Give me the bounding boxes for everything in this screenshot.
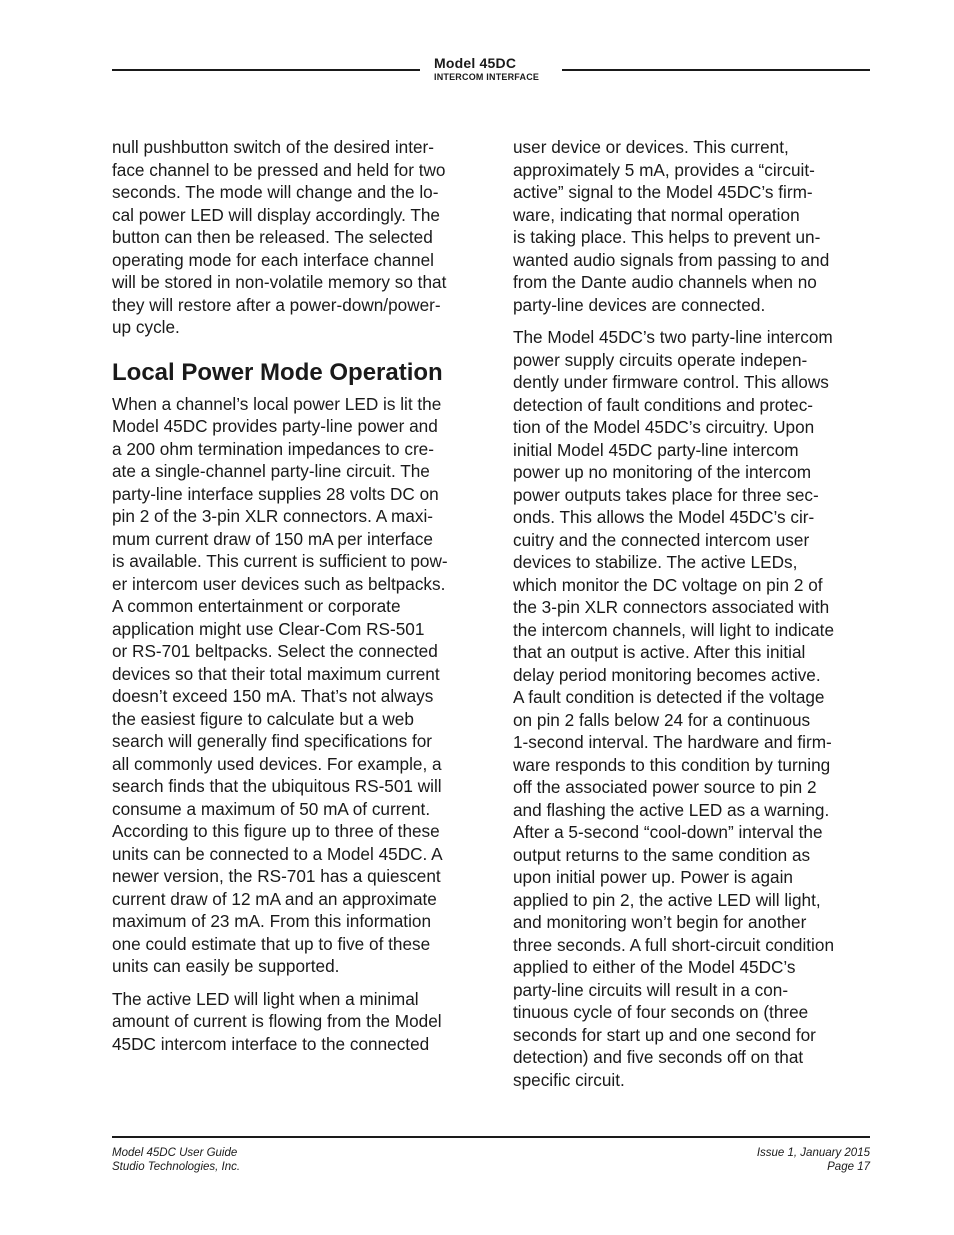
text-line: the easiest figure to calculate but a web — [112, 708, 414, 729]
text-line: approximately 5 mA, provides a “circuit- — [513, 159, 815, 180]
text-line: seconds. The mode will change and the lo- — [112, 182, 439, 202]
text-line: delay period monitoring becomes active. — [513, 664, 821, 685]
text-line: party-line interface supplies 28 volts DC on — [112, 483, 439, 504]
text-line: from the Dante audio channels when no — [513, 272, 817, 292]
text-line: detection of fault conditions and protec- — [513, 394, 814, 415]
text-line: active” signal to the Model 45DC’s firm- — [513, 182, 813, 202]
text-line: output returns to the same condition as — [513, 844, 811, 865]
text-line: 1-second interval. The hardware and firm- — [513, 732, 832, 752]
text-line: devices to stabilize. The active LEDs, — [513, 552, 798, 572]
text-line: cuitry and the connected intercom user — [513, 529, 810, 550]
text-line: will be stored in non-volatile memory so that — [112, 272, 447, 292]
text-line: After a 5-second “cool-down” interval the — [513, 822, 823, 842]
text-line: current draw of 12 mA and an approximate — [112, 888, 437, 909]
text-line: power supply circuits operate indepen- — [513, 349, 808, 370]
text-line: a 200 ohm termination impedances to cre- — [112, 438, 434, 459]
text-line: power outputs takes place for three sec- — [513, 484, 819, 505]
text-line: ware, indicating that normal operation — [513, 204, 800, 225]
text-line: A fault condition is detected if the voltage — [513, 687, 825, 707]
text-line: applied to either of the Model 45DC’s — [513, 957, 796, 977]
text-line: pin 2 of the 3-pin XLR connectors. A maxi- — [112, 506, 434, 526]
text-line: button can then be released. The selected — [112, 227, 433, 247]
text-line: cal power LED will display accordingly. The — [112, 204, 440, 225]
left-paragraph-3 — [112, 988, 484, 1056]
text-line: operating mode for each interface channel — [112, 249, 434, 270]
text-line: null pushbutton switch of the desired inter- — [112, 137, 434, 157]
footer-rule — [112, 1136, 870, 1138]
text-line: detection) and five seconds off on that — [513, 1047, 804, 1067]
right-paragraph-1 — [513, 136, 873, 316]
text-line: specific circuit. — [513, 1069, 625, 1090]
text-line: all commonly used devices. For example, a — [112, 753, 442, 774]
text-line: seconds for start up and one second for — [513, 1024, 816, 1045]
text-line: mum current draw of 150 mA per interface — [112, 528, 433, 549]
text-line: 45DC intercom interface to the connected — [112, 1033, 430, 1054]
text-line: search will generally find specifications for — [112, 731, 433, 751]
text-line: party-line circuits will result in a con- — [513, 979, 789, 1000]
text-line: is taking place. This helps to prevent un- — [513, 227, 821, 247]
header-rule-left — [112, 69, 420, 71]
text-line: er intercom user devices such as beltpacks. — [112, 573, 446, 594]
text-line: they will restore after a power-down/power- — [112, 294, 441, 315]
text-line: power up no monitoring of the intercom — [513, 462, 812, 482]
text-line: the intercom channels, will light to indicate — [513, 619, 834, 640]
text-line: The Model 45DC’s two party-line intercom — [513, 327, 833, 347]
section-heading: Local Power Mode Operation — [112, 358, 443, 386]
header-subtitle: INTERCOM INTERFACE — [434, 72, 540, 82]
text-line: onds. This allows the Model 45DC’s cir- — [513, 507, 815, 527]
text-line: one could estimate that up to five of these — [112, 933, 431, 954]
text-line: consume a maximum of 50 mA of current. — [112, 798, 431, 819]
footer-document-title: Model 45DC User Guide — [112, 1147, 238, 1159]
text-line: that an output is active. After this initial — [513, 642, 806, 662]
text-line: on pin 2 falls below 24 for a continuous — [513, 709, 811, 730]
text-line: units can easily be supported. — [112, 956, 340, 976]
text-line: applied to pin 2, the active LED will light, — [513, 889, 821, 910]
footer-right — [757, 1146, 870, 1174]
text-line: face channel to be pressed and held for two — [112, 159, 446, 180]
text-line: and monitoring won’t begin for another — [513, 912, 807, 932]
footer-issue: Issue 1, January 2015 — [756, 1147, 870, 1159]
text-line: application might use Clear-Com RS-501 — [112, 618, 425, 639]
text-line: tion of the Model 45DC’s circuitry. Upon — [513, 417, 815, 437]
text-line: which monitor the DC voltage on pin 2 of — [513, 574, 823, 595]
footer-page-number: Page 17 — [827, 1161, 870, 1173]
left-paragraph-2 — [112, 393, 484, 978]
footer-company: Studio Technologies, Inc. — [112, 1161, 241, 1173]
text-line: The active LED will light when a minimal — [112, 988, 419, 1009]
text-line: Model 45DC provides party-line power and — [112, 416, 438, 436]
right-paragraph-2 — [513, 326, 873, 1091]
left-paragraph-1 — [112, 136, 484, 339]
text-line: initial Model 45DC party-line intercom — [513, 439, 799, 460]
text-line: upon initial power up. Power is again — [513, 867, 793, 887]
text-line: ware responds to this condition by turning — [513, 754, 831, 775]
text-line: A common entertainment or corporate — [112, 596, 401, 616]
text-line: newer version, the RS-701 has a quiescent — [112, 866, 441, 886]
text-line: wanted audio signals from passing to and — [513, 249, 830, 270]
text-line: up cycle. — [112, 317, 180, 337]
text-line: and flashing the active LED as a warning. — [513, 799, 830, 820]
right-column — [513, 136, 873, 1091]
text-line: tinuous cycle of four seconds on (three — [513, 1002, 809, 1022]
text-line: user device or devices. This current, — [513, 137, 789, 157]
text-line: search finds that the ubiquitous RS-501 will — [112, 776, 442, 796]
text-line: the 3-pin XLR connectors associated with — [513, 597, 830, 617]
text-line: According to this figure up to three of these — [112, 821, 440, 841]
text-line: party-line devices are connected. — [513, 294, 766, 315]
text-line: devices so that their total maximum current — [112, 663, 440, 684]
text-line: doesn’t exceed 150 mA. That’s not always — [112, 686, 434, 706]
text-line: maximum of 23 mA. From this information — [112, 911, 432, 931]
footer-left — [112, 1146, 240, 1174]
text-line: units can be connected to a Model 45DC. A — [112, 843, 443, 864]
text-line: or RS-701 beltpacks. Select the connected — [112, 641, 438, 661]
header-rule-right — [562, 69, 870, 71]
text-line: amount of current is flowing from the Model — [112, 1011, 442, 1031]
text-line: is available. This current is sufficient to pow- — [112, 551, 448, 571]
text-line: ate a single-channel party-line circuit. The — [112, 461, 430, 481]
text-line: off the associated power source to pin 2 — [513, 777, 817, 797]
text-line: three seconds. A full short-circuit condition — [513, 934, 834, 955]
header-title: Model 45DC — [434, 55, 517, 71]
left-column — [112, 136, 484, 1055]
text-line: When a channel’s local power LED is lit the — [112, 393, 442, 414]
text-line: dently under firmware control. This allows — [513, 372, 829, 392]
